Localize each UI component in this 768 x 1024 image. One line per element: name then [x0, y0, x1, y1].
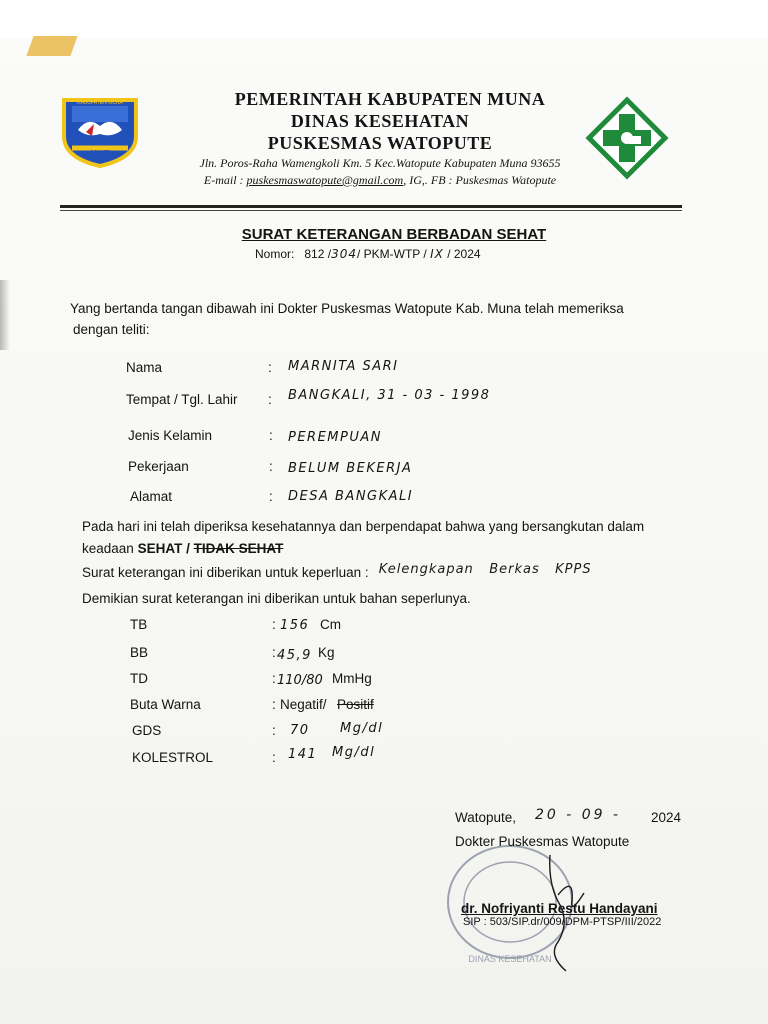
logo-left-bottom-text: SOWITE — [90, 150, 110, 156]
exam-unit: Mg/dl — [332, 745, 376, 760]
field-value: PEREMPUAN — [288, 430, 382, 445]
exam-colon: : — [272, 723, 276, 738]
exam-value: 110/80 — [277, 673, 323, 688]
field-value: MARNITA SARI — [288, 359, 399, 374]
intro-line-2: dengan teliti: — [73, 322, 150, 337]
closing-line: Demikian surat keterangan ini diberikan untuk bahan seperlunya. — [82, 591, 471, 606]
page-edge-shadow — [0, 280, 10, 350]
stamp-text: DINAS KESEHATAN — [468, 954, 552, 964]
keperluan-value: Kelengkapan Berkas KPPS — [378, 562, 592, 577]
exam-unit: Kg — [318, 645, 335, 660]
document-title — [0, 226, 768, 243]
nomor-mid: / PKM-WTP / — [356, 247, 427, 261]
email-link[interactable]: puskesmaswatopute@gmail.com — [246, 173, 404, 187]
nomor-handwritten-2: IX — [430, 247, 444, 261]
intro-line-1: Yang bertanda tangan dibawah ini Dokter Puskesmas Watopute Kab. Muna telah memeriksa — [70, 301, 624, 316]
exam-value: 141 — [288, 747, 318, 762]
puskesmas-logo — [585, 96, 669, 180]
field-label: Jenis Kelamin — [128, 428, 213, 443]
nomor-suffix: / 2024 — [447, 247, 481, 261]
header-rule-thick — [60, 205, 682, 208]
field-label: Alamat — [130, 489, 173, 504]
keadaan-prefix: keadaan — [82, 541, 138, 556]
status-tidak-sehat-struck: TIDAK SEHAT — [193, 541, 284, 556]
field-label: Nama — [126, 360, 163, 375]
sign-year: 2024 — [651, 810, 682, 825]
field-label: Pekerjaan — [128, 459, 189, 474]
sign-name: dr. Nofriyanti Restu Handayani — [461, 901, 658, 916]
exam-colon: : — [272, 671, 276, 686]
letterhead — [150, 88, 610, 188]
exam-label: BB — [130, 645, 149, 660]
email-prefix: E-mail : — [203, 173, 247, 187]
letterhead-line1: PEMERINTAH KABUPATEN MUNA — [234, 89, 546, 109]
nomor-handwritten-1: 304 — [331, 247, 357, 261]
exam-unit: Mg/dl — [340, 721, 384, 736]
sign-place: Watopute, — [455, 810, 517, 825]
status-slash: / — [182, 541, 194, 556]
field-value: BANGKALI, 31 - 03 - 1998 — [288, 388, 491, 403]
sign-place-date — [455, 807, 695, 830]
keperluan-line — [82, 562, 592, 581]
handwritten-signature — [520, 845, 610, 975]
exam-unit: MmHg — [332, 671, 372, 686]
letterhead-contact — [150, 172, 610, 188]
exam-colon: : — [272, 697, 276, 712]
letterhead-line3: PUSKESMAS WATOPUTE — [267, 133, 493, 153]
top-margin — [0, 0, 768, 38]
exam-colon: : — [272, 750, 276, 765]
title-text: SURAT KETERANGAN BERBADAN SEHAT — [241, 226, 547, 243]
field-colon: : — [269, 489, 273, 504]
exam-label: Buta Warna — [130, 697, 201, 712]
field-value: BELUM BEKERJA — [288, 461, 413, 476]
header-rule-thin — [60, 210, 682, 211]
statement-line-1: Pada hari ini telah diperiksa kesehatannya dan berpendapat bahwa yang bersangkutan dalam — [82, 519, 645, 534]
logo-left-top-text: KABUPATEN MUNA — [77, 100, 123, 106]
nomor-prefix: 812 / — [304, 247, 332, 261]
exam-label: TB — [130, 617, 148, 632]
nomor-label: Nomor: — [255, 247, 295, 261]
status-sehat: SEHAT — [137, 541, 183, 556]
exam-label: TD — [130, 671, 148, 686]
field-label: Tempat / Tgl. Lahir — [126, 392, 238, 407]
exam-value: 45,9 — [277, 648, 312, 663]
field-value: DESA BANGKALI — [288, 489, 414, 504]
field-colon: : — [269, 459, 273, 474]
sign-role: Dokter Puskesmas Watopute — [455, 834, 630, 849]
exam-colon: : — [272, 645, 276, 660]
field-colon: : — [268, 392, 272, 407]
letterhead-address: Jln. Poros-Raha Wamengkoli Km. 5 Kec.Watopute Kabupaten Muna 93655 — [199, 156, 561, 170]
exam-unit-struck: Positif — [337, 697, 374, 712]
exam-value: Negatif/ — [280, 697, 327, 712]
keperluan-label: Surat keterangan ini diberikan untuk keperluan : — [82, 565, 369, 580]
exam-value: 70 — [290, 723, 310, 738]
exam-colon: : — [272, 617, 276, 632]
exam-label: KOLESTROL — [132, 750, 214, 765]
sign-sip: SIP : 503/SIP.dr/009/DPM-PTSP/III/2022 — [463, 916, 662, 928]
exam-label: GDS — [132, 723, 162, 738]
field-colon: : — [268, 360, 272, 375]
letterhead-line2: DINAS KESEHATAN — [290, 111, 470, 131]
exam-value: 156 — [280, 618, 310, 633]
paper-clip-corner — [26, 36, 77, 56]
social-info: , IG,. FB : Puskesmas Watopute — [403, 173, 557, 187]
sign-date: 20 - 09 - — [535, 807, 622, 823]
exam-unit: Cm — [320, 617, 341, 632]
field-colon: : — [269, 428, 273, 443]
statement-line-2 — [82, 541, 283, 556]
kabupaten-muna-logo — [58, 92, 142, 168]
document-number — [255, 247, 481, 261]
